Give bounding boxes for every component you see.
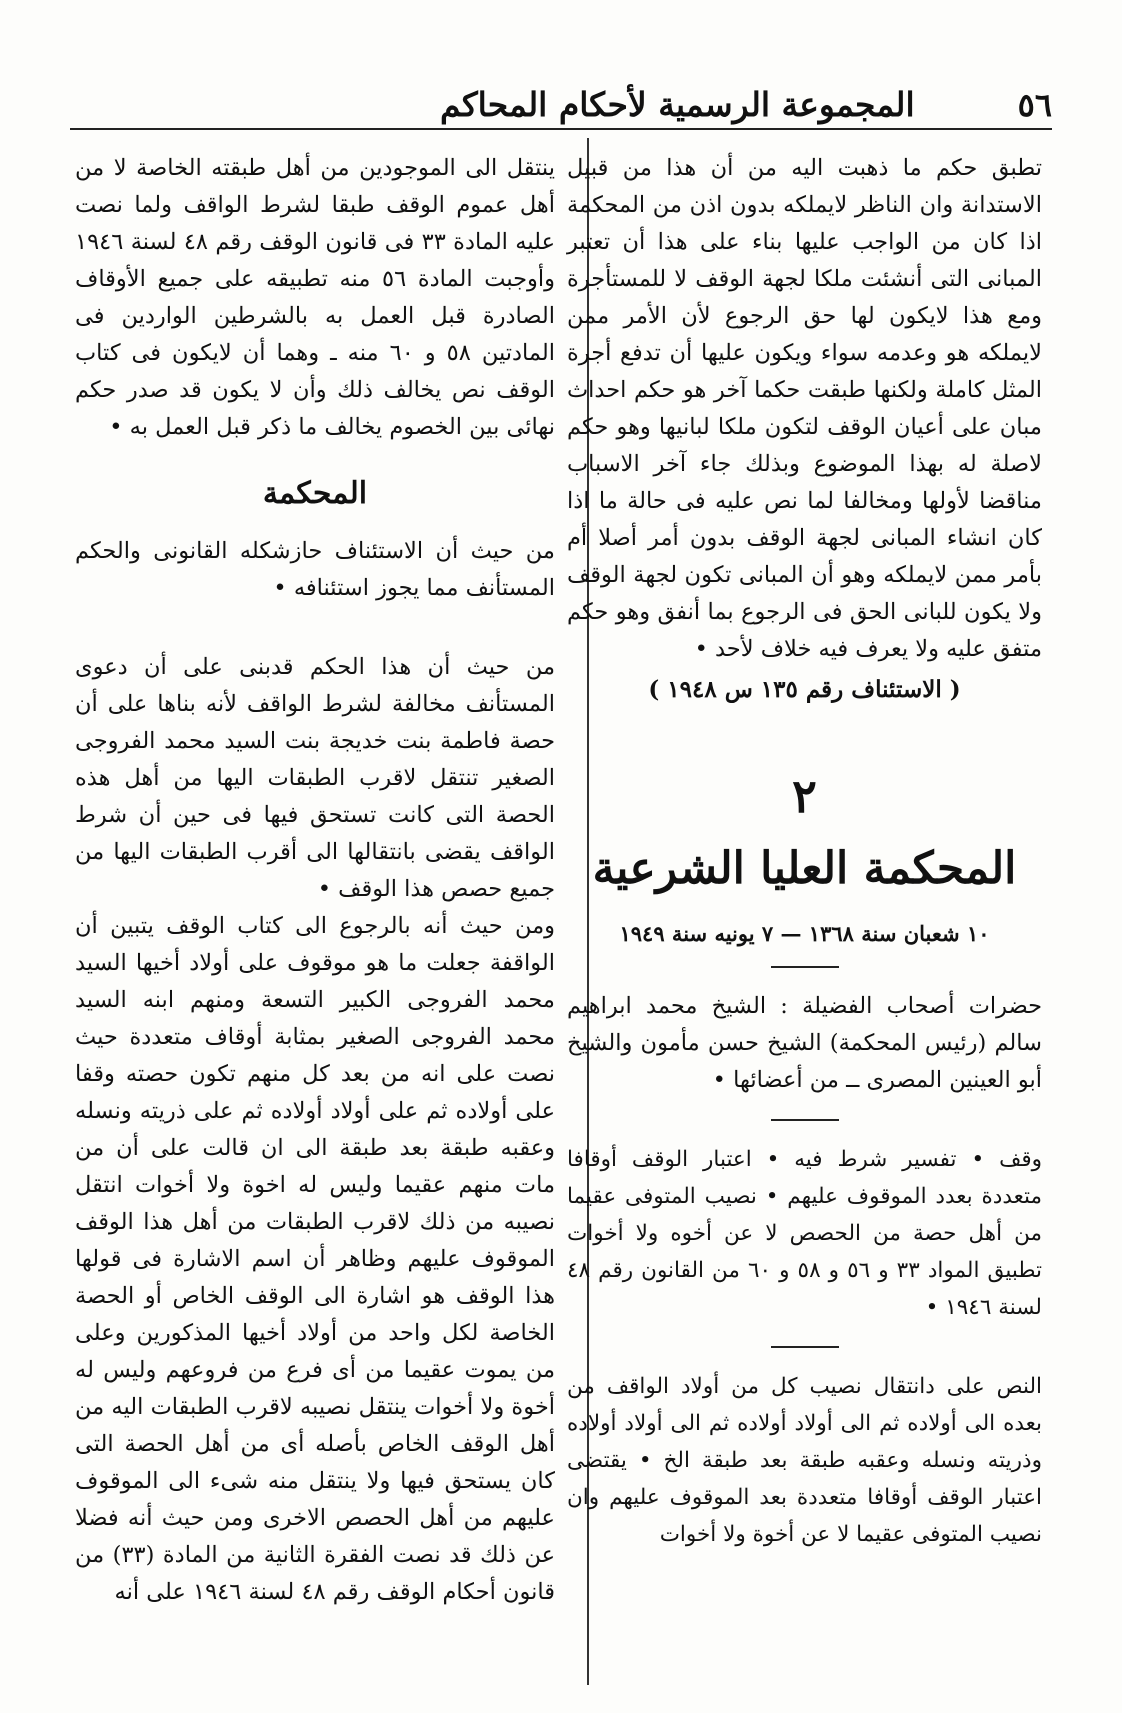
right-column (567, 150, 1042, 1553)
section-heading: المحكمة (262, 476, 368, 511)
judges-panel: حضرات أصحاب الفضيلة : الشيخ محمد ابراهيم سالم (رئيس المحكمة) الشيخ حسن مأمون والشيخ أبو العينين المصرى ــ من أعضائها • (567, 993, 1042, 1093)
page-header (70, 78, 1052, 124)
judgment-paragraph: من حيث أن هذا الحكم قدبنى على أن دعوى المستأنف مخالفة لشرط الواقف لأنه بناها على أن حصة فاطمة بنت خديجة بنت السيد محمد الفروجى الصغير تنتقل لاقرب الطبقات اليها من أهل هذه الحصة التى كانت تستحق فيها فى حين أن شرط الواقف يقضى بانتقالها الى أقرب الطبقات اليها من جميع حصص هذا الوقف • (75, 654, 555, 902)
judgment-paragraph: من حيث أن الاستئناف حازشكله القانونى والحكم المستأنف مما يجوز استئنافه • (75, 538, 555, 601)
page-number: ٥٦ (1017, 86, 1052, 124)
separator-rule (771, 966, 839, 968)
court-name: المحكمة العليا الشرعية (592, 843, 1017, 894)
judgment-date: ١٠ شعبان سنة ١٣٦٨ — ٧ يونيه سنة ١٩٤٩ (619, 921, 990, 946)
paragraph-gap (75, 607, 555, 649)
judgment-paragraph: ومن حيث أنه بالرجوع الى كتاب الوقف يتبين أن الواقفة جعلت ما هو موقوف على أولاد أخيها السيد محمد الفروجى الكبير التسعة ومنهم ابنه السيد محمد الفروجى الصغير بمثابة أوقاف متعددة حيث نصت على انه من بعد كل منهم تكون حصته وقفا على أولاده ثم على أولاد أولاده ثم على ذريته ونسله وعقبه طبقة بعد طبقة الى ان قالت على أن من مات منهم عقيما وليس له اخوة ولا أخوات انتقل نصيبه من ذلك لاقرب الطبقات من أهل هذا الوقف الموقوف عليهم وظاهر أن اسم الاشارة فى قولها هذا الوقف هو اشارة الى الوقف الخاص أو الحصة الخاصة لكل واحد من أولاد أخيها المذكورين وعلى من يموت عقيما من أى فرع من فروعهم وليس له أخوة ولا أخوات ينتقل نصيبه لاقرب الطبقات اليه من أهل الوقف الخاص بأصله أى من أهل الحصة التى كان يستحق فيها ولا ينتقل منه شىء الى الموقوف عليهم من أهل الحصص الاخرى ومن حيث أنه فضلا عن ذلك قد نصت الفقرة الثانية من المادة (٣٣) من قانون أحكام الوقف رقم ٤٨ لسنة ١٩٤٦ على أنه (75, 913, 555, 1605)
continued-text: ينتقل الى الموجودين من أهل طبقته الخاصة لا من أهل عموم الوقف طبقا لشرط الواقف ولما نصت عليه المادة ٣٣ فى قانون الوقف رقم ٤٨ لسنة ١٩٤٦ وأوجبت المادة ٥٦ منه تطبيقه على جميع الأوقاف الصادرة قبل العمل به بالشرطين الواردين فى المادتين ٥٨ و ٦٠ منه ـ وهما أن لايكون فى كتاب الوقف نص يخالف ذلك وأن لا يكون قد صدر حكم نهائى بين الخصوم يخالف ما ذكر قبل العمل به • (75, 155, 556, 440)
running-title: المجموعة الرسمية لأحكام المحاكم (440, 85, 915, 124)
left-column (75, 150, 555, 1611)
header-rule (70, 128, 1052, 130)
separator-rule (771, 1346, 839, 1348)
continued-text: تطبق حكم ما ذهبت اليه من أن هذا من قبيل الاستدانة وان الناظر لايملكه بدون اذن من المحكمة اذا كان من الواجب عليها بناء على هذا أن تعتبر المبانى التى أنشئت ملكا لجهة الوقف لا للمستأجرة ومع هذا لايكون لها حق الرجوع لأن الأمر ممن لايملكه هو وعدمه سواء ويكون عليها أن تدفع أجرة المثل كاملة ولكنها طبقت حكما آخر هو حكم احداث مبان على أعيان الوقف لتكون ملكا لبانيها وهو حكم لاصلة له بهذا الموضوع وبذلك جاء آخر الاسباب مناقضا لأولها ومخالفا لما نص عليه فى حالة ما اذا كان انشاء المبانى لجهة الوقف بدون أمر أصلا أم بأمر ممن لايملكه وهو أن المبانى تكون لجهة الوقف ولا يكون للبانى الحق فى الرجوع بما أنفق وهو حكم متفق عليه ولا يعرف فيه خلاف لأحد • (567, 155, 1042, 662)
appeal-citation: ( الاستئناف رقم ١٣٥ س ١٩٤٨ ) (648, 676, 961, 703)
case-number: ٢ (792, 769, 817, 823)
legal-principle: النص على دانتقال نصيب كل من أولاد الواقف من بعده الى أولاده ثم الى أولاد أولاده ثم الى أولاد أولاده وذريته ونسله وعقبه طبقة بعد طبقة الخ • يقتضى اعتبار الوقف أوقافا متعددة بعد الموقوف عليهم وان نصيب المتوفى عقيما لا عن أخوة ولا أخوات (567, 1374, 1042, 1547)
separator-rule (771, 1119, 839, 1121)
case-summary: وقف • تفسير شرط فيه • اعتبار الوقف أوقافا متعددة بعدد الموقوف عليهم • نصيب المتوفى عقيما من أهل حصة من الحصص لا عن أخوه ولا أخوات تطبيق المواد ٣٣ و ٥٦ و ٥٨ و ٦٠ من القانون رقم ٤٨ لسنة ١٩٤٦ • (567, 1147, 1042, 1320)
